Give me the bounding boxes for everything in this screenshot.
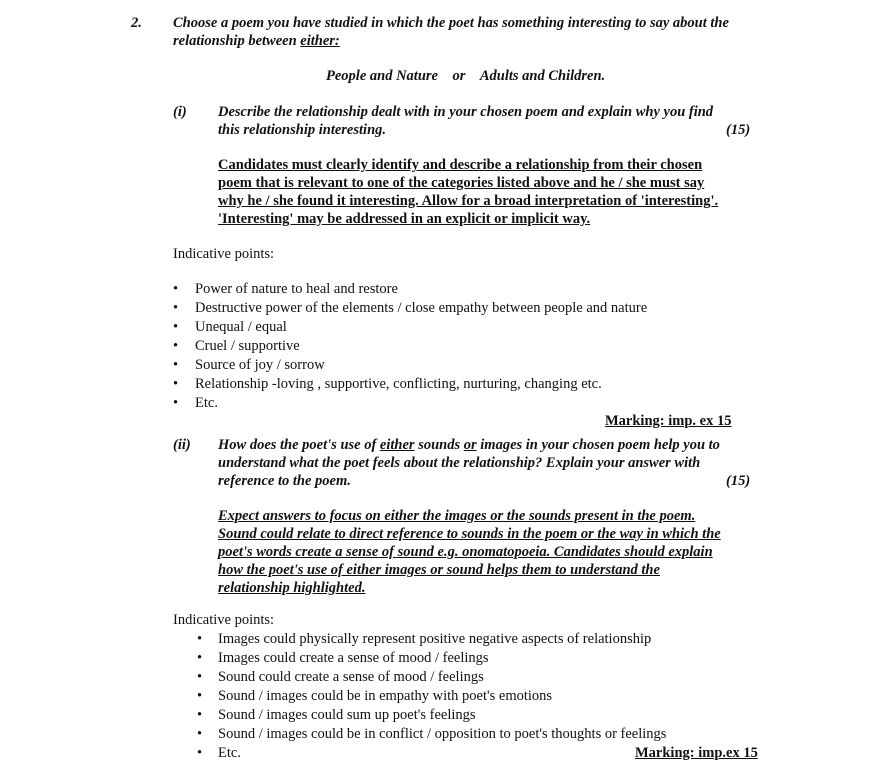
part-ii-line-1	[218, 436, 720, 454]
part-ii-guidance-line-4: how the poet's use of either images or sound helps them to understand the	[218, 562, 660, 578]
part-i-line-2: this relationship interesting.	[218, 122, 387, 138]
bullet-icon: •	[197, 631, 203, 647]
bullet-icon: •	[173, 281, 179, 297]
list-item-text: Etc.	[195, 395, 218, 411]
bullet-icon: •	[173, 357, 179, 373]
list-item-text: Cruel / supportive	[195, 338, 300, 354]
list-item	[173, 394, 178, 413]
list-item-text: Etc.	[218, 745, 241, 761]
bullet-icon: •	[173, 300, 179, 316]
part-i-guidance-line-3: why he / she found it interesting. Allow for a broad interpretation of 'interesting'.	[218, 193, 719, 209]
either-word: either:	[300, 33, 340, 49]
question-intro	[173, 14, 729, 50]
list-item	[173, 337, 178, 356]
part-ii-guidance-line-1: Expect answers to focus on either the images or the sounds present in the poem.	[218, 508, 696, 524]
list-item	[173, 356, 178, 375]
bullet-icon: •	[173, 376, 179, 392]
bullet-icon: •	[197, 726, 203, 742]
list-item-text: Sound / images could be in empathy with poet's emotions	[218, 688, 553, 704]
part-i-line-1: Describe the relationship dealt with in your chosen poem and explain why you find	[218, 104, 714, 120]
options-line	[326, 67, 605, 85]
part-i-guidance	[218, 156, 718, 228]
part-i-question	[218, 103, 713, 139]
list-item-text: Sound / images could be in conflict / opposition to poet's thoughts or feelings	[218, 726, 667, 742]
bullet-icon: •	[173, 338, 179, 354]
part-i-guidance-line-4: 'Interesting' may be addressed in an explicit or implicit way.	[218, 211, 591, 227]
part-ii-indicative-heading: Indicative points:	[173, 612, 275, 628]
part-ii-or: or	[463, 437, 477, 453]
list-item	[197, 687, 202, 706]
part-ii-line-3: reference to the poem.	[218, 473, 351, 489]
bullet-icon: •	[197, 650, 203, 666]
bullet-icon: •	[173, 319, 179, 335]
question-intro-line-2-text: relationship between	[173, 33, 301, 49]
list-item-text: Sound could create a sense of mood / feelings	[218, 669, 484, 685]
list-item	[173, 375, 178, 394]
list-item-text: Images could physically represent positive negative aspects of relationship	[218, 631, 652, 647]
part-i-guidance-line-2: poem that is relevant to one of the categories listed above and he / she must say	[218, 175, 705, 191]
bullet-icon: •	[197, 745, 203, 761]
list-item-text: Sound / images could sum up poet's feelings	[218, 707, 476, 723]
part-ii-marking: Marking: imp.ex 15	[635, 745, 758, 761]
part-i-marking: Marking: imp. ex 15	[605, 413, 732, 429]
option-b: Adults and Children.	[479, 68, 606, 84]
bullet-icon: •	[197, 669, 203, 685]
part-ii-line-1-pre: How does the poet's use of	[218, 437, 380, 453]
part-ii-label: (ii)	[173, 437, 191, 453]
list-item-text: Source of joy / sorrow	[195, 357, 325, 373]
list-item-text: Unequal / equal	[195, 319, 287, 335]
list-item	[173, 299, 178, 318]
part-ii-line-1-mid: sounds	[414, 437, 464, 453]
list-item-text: Destructive power of the elements / close empathy between people and nature	[195, 300, 648, 316]
part-i-marks: (15)	[726, 122, 751, 138]
list-item	[197, 706, 202, 725]
part-i-indicative-heading: Indicative points:	[173, 246, 275, 262]
list-item-text: Relationship -loving , supportive, conflicting, nurturing, changing etc.	[195, 376, 602, 392]
part-ii-line-1-post: images in your chosen poem help you to	[476, 437, 720, 453]
part-ii-either: either	[379, 437, 415, 453]
part-ii-line-2: understand what the poet feels about the relationship? Explain your answer with	[218, 455, 701, 471]
list-item	[197, 744, 202, 763]
part-ii-guidance-line-2: Sound could relate to direct reference to sounds in the poem or the way in which the	[218, 526, 721, 542]
part-ii-marks: (15)	[726, 473, 751, 489]
bullet-icon: •	[173, 395, 179, 411]
list-item-text: Images could create a sense of mood / feelings	[218, 650, 489, 666]
part-ii-question	[218, 436, 720, 490]
list-item	[197, 649, 202, 668]
part-ii-guidance-line-5: relationship highlighted.	[218, 580, 366, 596]
part-ii-guidance	[218, 507, 721, 597]
option-a: People and Nature	[326, 68, 438, 84]
list-item	[173, 318, 178, 337]
part-ii-guidance-line-3: poet's words create a sense of sound e.g. onomatopoeia. Candidates should explain	[218, 544, 713, 560]
question-number: 2.	[131, 15, 142, 31]
list-item	[173, 280, 178, 299]
list-item	[197, 630, 202, 649]
part-i-guidance-line-1: Candidates must clearly identify and describe a relationship from their chosen	[218, 157, 703, 173]
bullet-icon: •	[197, 688, 203, 704]
list-item-text: Power of nature to heal and restore	[195, 281, 398, 297]
question-intro-line-2	[173, 32, 729, 50]
list-item	[197, 725, 202, 744]
question-intro-line-1: Choose a poem you have studied in which the poet has something interesting to say about the	[173, 15, 729, 31]
bullet-icon: •	[197, 707, 203, 723]
list-item	[197, 668, 202, 687]
part-i-label: (i)	[173, 104, 187, 120]
option-or: or	[452, 68, 466, 84]
